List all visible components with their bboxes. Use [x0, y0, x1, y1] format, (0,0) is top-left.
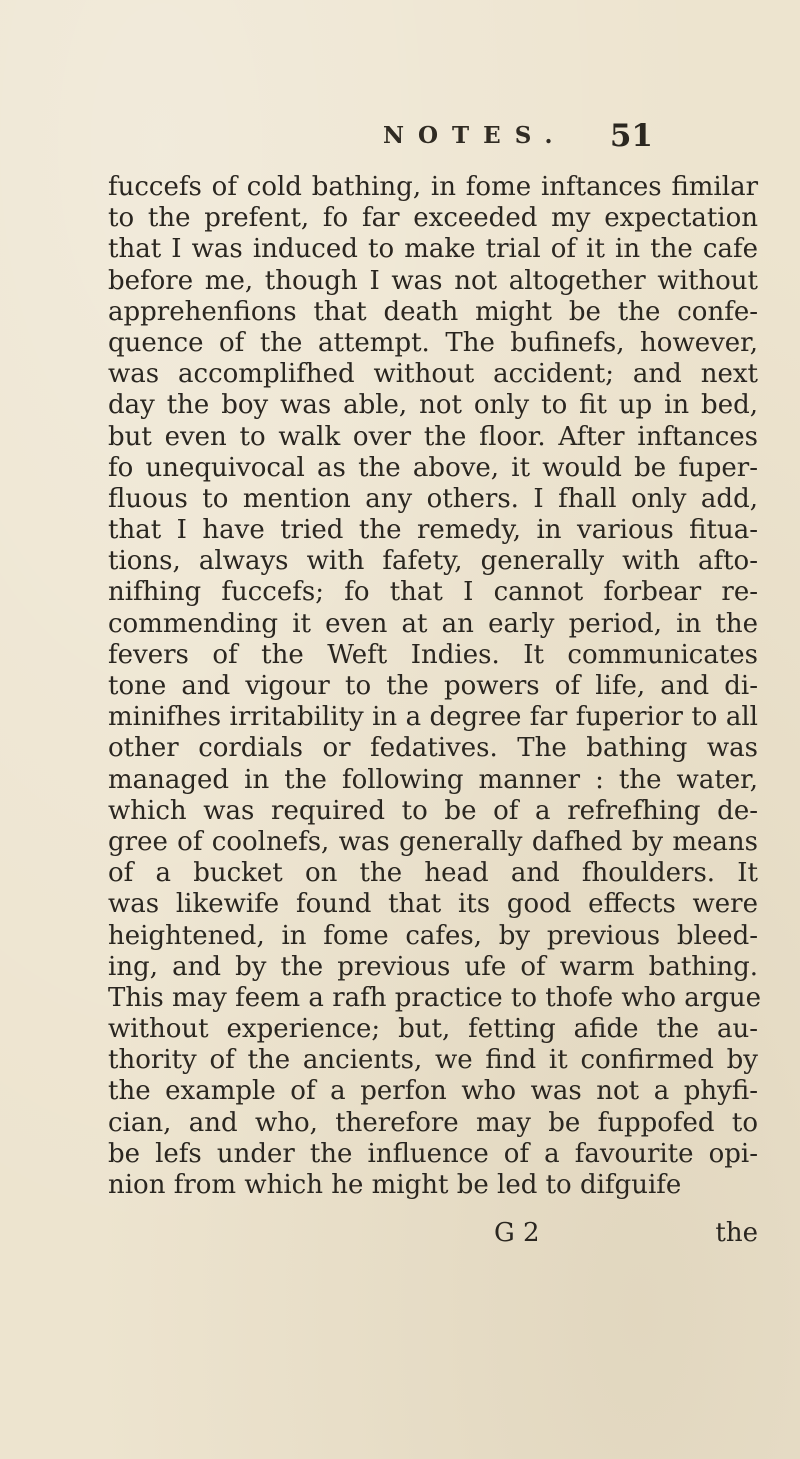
text-line: managed in the following manner : the water, — [108, 764, 758, 795]
text-line: ing, and by the previous ufe of warm bathing. — [108, 951, 758, 982]
text-line: nifhing fuccefs; fo that I cannot forbear re- — [108, 577, 758, 608]
signature-mark: G 2 — [494, 1218, 540, 1248]
text-line: heightened, in fome cafes, by previous bleed- — [108, 920, 758, 951]
text-line: which was required to be of a refrefhing de- — [108, 795, 758, 826]
text-line: tone and vigour to the powers of life, and di- — [108, 671, 758, 701]
catchword: the — [715, 1218, 758, 1248]
text-line: be lefs under the influence of a favourite opi- — [108, 1138, 758, 1169]
running-head: NOTES. — [383, 122, 567, 149]
text-line: but even to walk over the floor. After inftances — [108, 421, 758, 452]
text-line: fluous to mention any others. I fhall only add, — [108, 483, 758, 514]
text-line: tions, always with fafety, generally with afto- — [108, 546, 758, 577]
text-line: This may feem a rafh practice to thofe who argue — [108, 982, 761, 1013]
body-text — [108, 172, 761, 1201]
text-line: to the prefent, fo far exceeded my expectation — [108, 203, 758, 234]
text-line: that I was induced to make trial of it in the cafe — [108, 234, 758, 265]
text-line: fuccefs of cold bathing, in fome inftances fimilar — [108, 172, 758, 202]
text-line: minifhes irritability in a degree far fuperior to all — [108, 702, 758, 733]
text-line: other cordials or fedatives. The bathing was — [108, 733, 758, 764]
text-line: apprehenfions that death might be the confe- — [108, 296, 758, 327]
text-line: day the boy was able, not only to fit up in bed, — [108, 390, 758, 421]
text-line: before me, though I was not altogether without — [108, 265, 758, 296]
text-line: that I have tried the remedy, in various fitua- — [108, 515, 758, 546]
text-line: gree of coolnefs, was generally dafhed by means — [108, 826, 758, 857]
text-line: fo unequivocal as the above, it would be fuper- — [108, 452, 758, 483]
page-header — [383, 118, 653, 158]
text-line: commending it even at an early period, in the — [108, 608, 758, 639]
text-line: cian, and who, therefore may be fuppofed to — [108, 1107, 758, 1138]
text-line: the example of a perfon who was not a phyfi- — [108, 1076, 758, 1107]
text-line: fevers of the Weft Indies. It communicates — [108, 639, 758, 670]
page-number: 51 — [609, 118, 653, 154]
text-line: of a bucket on the head and fhoulders. It — [108, 858, 758, 889]
text-line: was accomplifhed without accident; and next — [108, 359, 758, 390]
page-footer — [108, 1218, 758, 1250]
text-line: quence of the attempt. The bufinefs, however, — [108, 327, 758, 358]
text-line: was likewife found that its good effects were — [108, 889, 758, 920]
text-line: nion from which he might be led to difguife — [108, 1170, 682, 1200]
text-line: without experience; but, fetting afide the au- — [108, 1014, 758, 1045]
text-line: thority of the ancients, we find it confirmed by — [108, 1045, 758, 1076]
